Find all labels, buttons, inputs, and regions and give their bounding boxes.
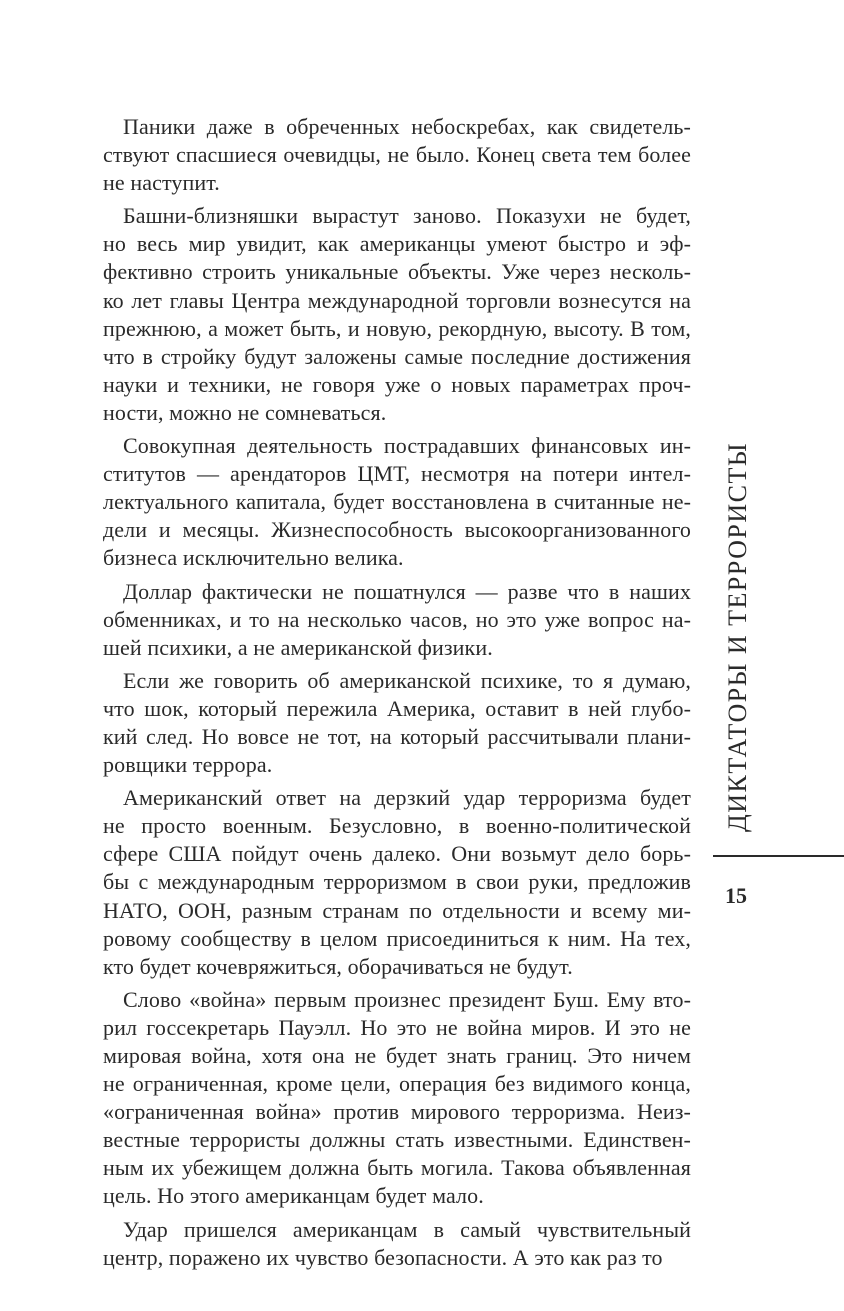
- text-line: шей психики, а не американской физики.: [103, 634, 493, 660]
- paragraph: [103, 432, 691, 572]
- text-line: дели и месяцы. Жизнеспособность высокоорганизованного: [103, 517, 691, 543]
- paragraph: [103, 1216, 691, 1272]
- paragraph: [103, 986, 691, 1211]
- text-line: фективно строить уникальные объекты. Уже через несколь-: [103, 259, 691, 285]
- page-number: 15: [725, 883, 747, 908]
- text-line: обменниках, и то на несколько часов, но это уже вопрос на-: [103, 606, 691, 632]
- text-line: ным их убежищем должна быть могила. Такова объявленная: [103, 1155, 691, 1181]
- text-line: не наступит.: [103, 170, 220, 196]
- paragraph: [103, 784, 691, 981]
- paragraph: [103, 578, 691, 662]
- text-line: что шок, который пережила Америка, оставит в ней глубо-: [103, 695, 691, 721]
- paragraph: [103, 667, 691, 779]
- text-line: что в стройку будут заложены самые последние достижения: [103, 343, 691, 369]
- running-head: [718, 441, 758, 832]
- text-line: «ограниченная война» против мирового терроризма. Неиз-: [103, 1099, 691, 1125]
- text-line: Паники даже в обреченных небоскребах, как свидетель-: [123, 114, 691, 139]
- text-line: ститутов — арендаторов ЦМТ, несмотря на потери интел-: [103, 461, 691, 487]
- text-line: Если же говорить об американской психике, то я думаю,: [123, 667, 691, 693]
- text-line: Совокупная деятельность пострадавших финансовых ин-: [123, 433, 691, 459]
- text-line: Слово «война» первым произнес президент Буш. Ему вто-: [123, 986, 691, 1012]
- text-line: центр, поражено их чувство безопасности. А это как раз то: [103, 1244, 663, 1270]
- body-text: [103, 113, 691, 1272]
- text-line: кий след. Но вовсе не тот, на который рассчитывали плани-: [103, 723, 691, 749]
- text-line: ровщики террора.: [103, 752, 273, 778]
- paragraph: [103, 113, 691, 197]
- text-line: мировая война, хотя она не будет знать границ. Это ничем: [103, 1043, 691, 1068]
- text-line: но весь мир увидит, как американцы умеют быстро и эф-: [103, 231, 691, 257]
- text-line: не просто военным. Безусловно, в военно-политической: [103, 813, 691, 839]
- text-line: не ограниченная, кроме цели, операция без видимого конца,: [103, 1071, 691, 1097]
- text-line: вестные террористы должны стать известными. Единствен-: [103, 1127, 691, 1153]
- running-head-rule: [713, 855, 844, 857]
- text-line: ности, можно не сомневаться.: [103, 399, 387, 425]
- text-line: науки и техники, не говоря уже о новых параметрах проч-: [103, 371, 691, 397]
- text-line: прежнюю, а может быть, и новую, рекордную, высоту. В том,: [103, 315, 691, 341]
- text-line: бизнеса исключительно велика.: [103, 545, 404, 571]
- text-line: рил госсекретарь Пауэлл. Но это не война миров. И это не: [103, 1014, 691, 1040]
- text-line: сфере США пойдут очень далеко. Они возьмут дело борь-: [103, 841, 691, 867]
- text-line: цель. Но этого американцам будет мало.: [103, 1183, 484, 1209]
- text-line: ко лет главы Центра международной торговли вознесутся на: [103, 287, 691, 313]
- text-line: Американский ответ на дерзкий удар терроризма будет: [123, 785, 691, 811]
- text-line: ровому сообществу в целом присоединиться к ним. На тех,: [103, 925, 691, 951]
- text-line: Башни-близняшки вырастут заново. Показухи не будет,: [123, 203, 691, 229]
- running-head-label: ДИКТАТОРЫ И ТЕРРОРИСТЫ: [723, 441, 752, 832]
- paragraph: [103, 202, 691, 427]
- text-line: Доллар фактически не пошатнулся — разве что в наших: [123, 578, 691, 604]
- text-line: Удар пришелся американцам в самый чувствительный: [123, 1216, 691, 1242]
- text-line: кто будет кочевряжиться, оборачиваться не будут.: [103, 953, 573, 979]
- text-line: НАТО, ООН, разным странам по отдельности и всему ми-: [103, 897, 691, 923]
- text-line: бы с международным терроризмом в свои руки, предложив: [103, 869, 691, 895]
- text-line: ствуют спасшиеся очевидцы, не было. Конец света тем более: [103, 142, 691, 168]
- text-line: лектуального капитала, будет восстановлена в считанные не-: [103, 489, 691, 515]
